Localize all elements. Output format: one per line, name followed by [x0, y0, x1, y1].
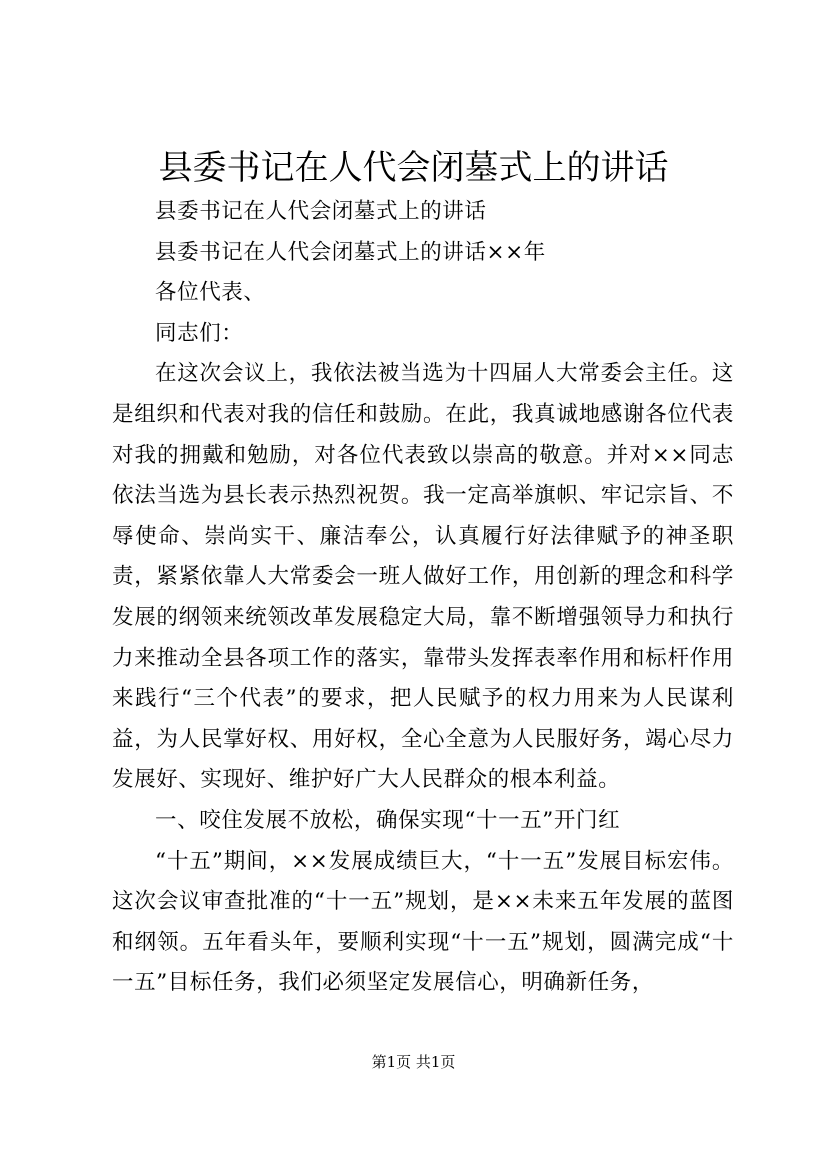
section-heading: 一、咬住发展不放松，确保实现“十一五”开门红 — [155, 807, 621, 833]
document-title: 县委书记在人代会闭墓式上的讲话 — [158, 148, 669, 188]
salutation-representatives: 各位代表、 — [155, 280, 266, 306]
body-paragraph: “十五”期间，××发展成绩巨大，“十一五”发展目标宏伟。这次会议审查批准的“十一五”规划，是××未来五年发展的蓝图和纲领。五年看头年，要顺利实现“十一五”规划，圆满完成“十一五”目标任务，我们必须坚定发展信心，明确新任务， — [112, 848, 734, 996]
subtitle-line-dated: 县委书记在人代会闭墓式上的讲话××年 — [155, 239, 546, 265]
subtitle-line: 县委书记在人代会闭墓式上的讲话 — [155, 199, 487, 224]
body-paragraph: 在这次会议上，我依法被当选为十四届人大常委会主任。这是组织和代表对我的信任和鼓励。在此，我真诚地感谢各位代表对我的拥戴和勉励，对各位代表致以崇高的敬意。并对××同志依法当选为县长表示热烈祝贺。我一定高举旗帜、牢记宗旨、不辱使命、崇尚实干、廉洁奉公，认真履行好法律赋予的神圣职责，紧紧依靠人大常委会一班人做好工作，用创新的理念和科学发展的纲领来统领改革发展稳定大局，靠不断增强领导力和执行力来推动全县各项工作的落实，靠带头发挥表率作用和标杆作用来践行“三个代表”的要求，把人民赋予的权力用来为人民谋利益，为人民掌好权、用好权，全心全意为人民服好务，竭心尽力发展好、实现好、维护好广大人民群众的根本利益。 — [112, 361, 734, 793]
salutation-comrades: 同志们： — [155, 320, 244, 346]
page-number-footer: 第1页 共1页 — [371, 1053, 456, 1071]
document-body — [112, 192, 734, 1004]
